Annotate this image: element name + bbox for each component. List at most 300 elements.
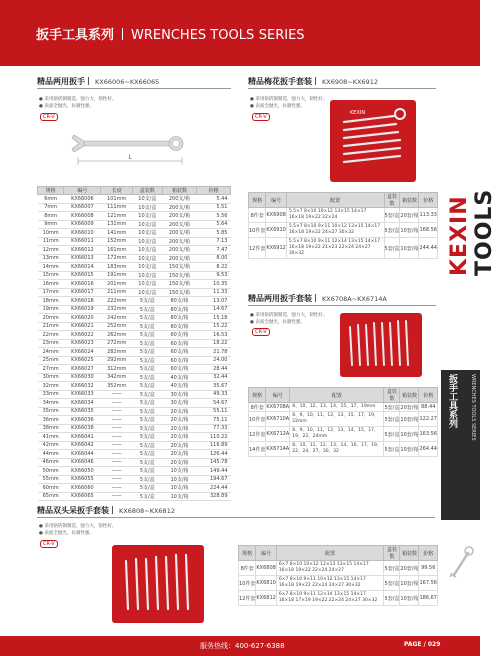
- table-cell: 8.22: [197, 263, 231, 272]
- table-header-cell: 箱装数: [400, 193, 419, 208]
- table-row: [38, 458, 231, 467]
- table-cell: ——: [101, 467, 133, 476]
- table-cell: 5支/盒: [133, 373, 163, 382]
- table-cell: 8、10、11、12、13、14、16、17、19、22、24、27、30、32: [290, 442, 384, 457]
- combination-wrench-set-image: [340, 313, 422, 377]
- table-cell: 16.53: [197, 331, 231, 340]
- table-cell: ——: [101, 407, 133, 416]
- table-cell: 7.47: [197, 246, 231, 255]
- crv-badge: CR-V: [252, 113, 270, 121]
- table-row: [38, 348, 231, 357]
- table-cell: KX66023: [64, 339, 101, 348]
- table-cell: ——: [101, 450, 133, 459]
- table-header-cell: 编号: [266, 388, 290, 403]
- table-cell: 10件套: [249, 223, 266, 238]
- feature-line: ● 采用铬钒钢制造，强力大，韧性好。: [250, 313, 328, 318]
- table-cell: 5支/盒: [133, 314, 163, 323]
- table-cell: 183mm: [101, 263, 133, 272]
- table-row: [38, 390, 231, 399]
- table-cell: 150支/箱: [162, 280, 197, 289]
- table-cell: 126.44: [197, 450, 231, 459]
- table-cell: 10套/箱: [400, 591, 419, 606]
- table-cell: 18.22: [197, 339, 231, 348]
- table-row: [38, 314, 231, 323]
- table-cell: 21mm: [38, 322, 64, 331]
- table-cell: 5支/盒: [133, 484, 163, 493]
- table-cell: 122.27: [419, 412, 438, 427]
- table-header-cell: 价格: [419, 546, 438, 561]
- table-cell: KX66034: [64, 399, 101, 408]
- table-cell: ——: [101, 390, 133, 399]
- table-cell: 33mm: [38, 390, 64, 399]
- table-cell: 20支/箱: [162, 450, 197, 459]
- table-cell: 13mm: [38, 254, 64, 263]
- table-cell: 5.85: [197, 229, 231, 238]
- table-cell: 191mm: [101, 271, 133, 280]
- title-divider: [122, 28, 123, 40]
- table-cell: 10支/盒: [133, 220, 163, 229]
- table-row: [38, 220, 231, 229]
- side-title-en: WRENCHES TOOLS SERIES: [470, 374, 476, 441]
- wrench-icon: [448, 545, 476, 579]
- table-cell: 186.67: [419, 591, 438, 606]
- table-cell: KX66055: [64, 475, 101, 484]
- table-cell: 15.22: [197, 322, 231, 331]
- table-cell: 10支/盒: [133, 263, 163, 272]
- table-header-cell: 盒装数: [384, 546, 400, 561]
- title-cn: 扳手工具系列: [36, 28, 115, 43]
- table-row: [38, 246, 231, 255]
- table-cell: 9.53: [197, 271, 231, 280]
- table-cell: KX66021: [64, 322, 101, 331]
- table-cell: 10.35: [197, 280, 231, 289]
- table-cell: 19mm: [38, 305, 64, 314]
- table-cell: 60支/箱: [162, 331, 197, 340]
- table-cell: 5支/盒: [133, 475, 163, 484]
- table-cell: 10支/箱: [162, 467, 197, 476]
- table-cell: 200支/箱: [162, 203, 197, 212]
- table-row: [38, 433, 231, 442]
- table-cell: KX66013: [64, 254, 101, 263]
- table-cell: 163.56: [419, 427, 438, 442]
- table-header-cell: 长度: [101, 187, 133, 195]
- table-cell: 5支/盒: [133, 433, 163, 442]
- table-row: [38, 229, 231, 238]
- table-cell: 5支/盒: [133, 305, 163, 314]
- table-cell: 224.44: [197, 484, 231, 493]
- table-cell: 292mm: [101, 356, 133, 365]
- table-cell: 10支/箱: [162, 484, 197, 493]
- table-cell: KX66017: [64, 288, 101, 297]
- table-cell: KX66010: [64, 229, 101, 238]
- table-cell: 12件套: [239, 591, 256, 606]
- table-cell: 8件套: [239, 561, 256, 576]
- table-cell: 200支/箱: [162, 246, 197, 255]
- table-cell: 10套/箱: [400, 238, 419, 259]
- table-cell: ——: [101, 475, 133, 484]
- combination-wrench-image: [70, 125, 190, 175]
- table-cell: 194.67: [197, 475, 231, 484]
- table-cell: 10mm: [38, 229, 64, 238]
- page-header: [0, 0, 480, 66]
- table-row: [38, 263, 231, 272]
- table-cell: 10支/盒: [133, 271, 163, 280]
- table-cell: 5.44: [197, 195, 231, 204]
- table-cell: 5套/盒: [384, 404, 400, 411]
- table-cell: 5.56: [197, 212, 231, 221]
- table-cell: KX6712A: [266, 427, 290, 442]
- table-cell: 80支/箱: [162, 322, 197, 331]
- table-cell: 8、9、10、11、12、13、15、17、19、22mm: [290, 412, 384, 427]
- table-cell: 49.33: [197, 390, 231, 399]
- table-cell: 5套/盒: [384, 238, 400, 259]
- table-header-cell: 编号: [64, 187, 101, 195]
- table-row: [249, 238, 438, 259]
- table-cell: 5套/盒: [384, 561, 400, 576]
- table-row: [38, 203, 231, 212]
- table-cell: 14.67: [197, 305, 231, 314]
- table-header-cell: 配置: [290, 388, 384, 403]
- page-title: [36, 24, 305, 43]
- table-cell: 80支/箱: [162, 314, 197, 323]
- table-cell: 200支/箱: [162, 237, 197, 246]
- table-row: [38, 254, 231, 263]
- table-cell: 5.5×7 8×10 9×11 12×14 13×15 14×17 16×18 19×22 21×23 22×24 24×27 30×32: [286, 238, 384, 259]
- table-cell: 6×7 8×10 9×11 12×14 13×15 14×17 16×18 17×19 19×22 22×24 24×27 30×32: [276, 591, 384, 606]
- logo-kexin: KEXIN: [447, 195, 472, 276]
- table-cell: 6×7 8×10 10×12 12×13 13×15 14×17 16×18 19×22 22×24 24×27: [276, 561, 384, 576]
- table-cell: 7.13: [197, 237, 231, 246]
- table-cell: ——: [101, 492, 133, 501]
- table-cell: KX6810: [256, 576, 276, 591]
- table-cell: 5支/盒: [133, 322, 163, 331]
- table-cell: 65mm: [38, 492, 64, 501]
- table-cell: KX6912: [266, 238, 286, 259]
- table-cell: KX66033: [64, 390, 101, 399]
- section1-features: [39, 96, 116, 110]
- table-cell: 55.11: [197, 407, 231, 416]
- table-cell: 20mm: [38, 314, 64, 323]
- ring-wrench-set-image: [330, 100, 416, 182]
- table-cell: 12件套: [249, 427, 266, 442]
- table-cell: 242mm: [101, 314, 133, 323]
- table-cell: 80支/箱: [162, 297, 197, 306]
- table-cell: 5支/盒: [133, 416, 163, 425]
- table-cell: 23mm: [38, 339, 64, 348]
- table-cell: KX66022: [64, 331, 101, 340]
- table-header-cell: 编号: [256, 546, 276, 561]
- table-cell: 200支/箱: [162, 195, 197, 204]
- table-cell: KX66019: [64, 305, 101, 314]
- table-cell: 27mm: [38, 365, 64, 374]
- section1-name: 精品两用扳手: [37, 77, 85, 86]
- table-cell: 60支/箱: [162, 356, 197, 365]
- table-cell: 77.33: [197, 424, 231, 433]
- table-cell: 35mm: [38, 407, 64, 416]
- table-cell: 20支/箱: [162, 407, 197, 416]
- section4-table: [238, 545, 438, 606]
- table-row: [249, 427, 438, 442]
- section3-rule: [248, 305, 436, 306]
- table-cell: 5套/盒: [384, 412, 400, 427]
- table-cell: 10件套: [239, 576, 256, 591]
- table-cell: 42mm: [38, 441, 64, 450]
- table-row: [249, 223, 438, 238]
- table-row: [38, 382, 231, 391]
- table-cell: 35.67: [197, 382, 231, 391]
- table-cell: 5套/盒: [384, 208, 400, 223]
- table-cell: 5.5×7 8×10 9×11 10×12 13×15 14×17 16×18 19×22 24×27 30×32: [286, 223, 384, 238]
- section4-title: [37, 505, 175, 516]
- table-header-cell: 价格: [197, 187, 231, 195]
- table-cell: 200支/箱: [162, 254, 197, 263]
- table-cell: 8、10、12、13、14、15、17、19mm: [290, 403, 384, 412]
- table-header-cell: 箱装数: [400, 546, 419, 561]
- table-cell: ——: [101, 416, 133, 425]
- table-row: [38, 305, 231, 314]
- table-row: [239, 576, 438, 591]
- table-cell: 6×7 8×10 9×11 10×12 13×15 14×17 16×18 19×22 22×24 24×27 30×32: [276, 576, 384, 591]
- table-cell: 12件套: [249, 238, 266, 259]
- table-header-cell: 配置: [286, 193, 384, 208]
- table-cell: ——: [101, 458, 133, 467]
- table-cell: KX66042: [64, 441, 101, 450]
- table-header-cell: 规格: [239, 546, 256, 561]
- table-cell: 244.44: [419, 238, 438, 259]
- table-row: [249, 208, 438, 223]
- feature-line: ● 表面全抛光，抗腐性强。: [39, 104, 94, 109]
- table-cell: 8.00: [197, 254, 231, 263]
- table-cell: KX66030: [64, 373, 101, 382]
- table-cell: 8、9、10、11、12、13、14、15、17、19、22、24mm: [290, 427, 384, 442]
- table-cell: KX6910: [266, 223, 286, 238]
- table-cell: KX66014: [64, 263, 101, 272]
- table-cell: 141mm: [101, 229, 133, 238]
- table-cell: 15mm: [38, 271, 64, 280]
- table-cell: 18mm: [38, 297, 64, 306]
- table-cell: KX66041: [64, 433, 101, 442]
- section2-code: KX6908~KX6912: [322, 78, 378, 86]
- table-cell: 5支/盒: [133, 458, 163, 467]
- table-row: [38, 407, 231, 416]
- table-row: [38, 484, 231, 493]
- table-cell: KX66050: [64, 467, 101, 476]
- table-cell: 312mm: [101, 365, 133, 374]
- table-cell: 222mm: [101, 297, 133, 306]
- table-cell: 152mm: [101, 237, 133, 246]
- table-cell: 20套/箱: [400, 208, 419, 223]
- table-cell: 10支/盒: [133, 288, 163, 297]
- brand-side-panel: [441, 370, 480, 520]
- table-cell: KX66035: [64, 407, 101, 416]
- svg-text:KEXIN: KEXIN: [350, 110, 366, 116]
- table-cell: 5套/盒: [384, 427, 400, 442]
- table-cell: KX66018: [64, 297, 101, 306]
- table-row: [38, 365, 231, 374]
- table-cell: 10支/盒: [133, 280, 163, 289]
- table-cell: 21.78: [197, 348, 231, 357]
- table-cell: 60支/箱: [162, 365, 197, 374]
- table-cell: 252mm: [101, 322, 133, 331]
- table-cell: 41mm: [38, 433, 64, 442]
- table-header-cell: 规格: [38, 187, 64, 195]
- table-row: [38, 280, 231, 289]
- table-cell: 5支/盒: [133, 399, 163, 408]
- table-cell: KX66007: [64, 203, 101, 212]
- table-cell: KX66011: [64, 237, 101, 246]
- table-row: [38, 399, 231, 408]
- table-cell: KX66044: [64, 450, 101, 459]
- table-cell: 60mm: [38, 484, 64, 493]
- feature-line: ● 表面全抛光，抗腐性强。: [39, 531, 94, 536]
- table-cell: KX66046: [64, 458, 101, 467]
- table-cell: 10支/盒: [133, 229, 163, 238]
- table-cell: 167.56: [419, 576, 438, 591]
- section1-title: [37, 76, 159, 87]
- table-cell: 10支/盒: [133, 212, 163, 221]
- table-cell: 200支/箱: [162, 220, 197, 229]
- table-cell: 55mm: [38, 475, 64, 484]
- crv-badge: CR-V: [40, 113, 58, 121]
- section4-code: KX6808~KX6812: [119, 507, 175, 515]
- table-cell: 262mm: [101, 331, 133, 340]
- table-cell: 211mm: [101, 288, 133, 297]
- table-cell: 201mm: [101, 280, 133, 289]
- table-cell: 111mm: [101, 203, 133, 212]
- table-cell: 34mm: [38, 399, 64, 408]
- crv-badge: CR-V: [40, 540, 58, 548]
- table-cell: KX66024: [64, 348, 101, 357]
- table-cell: KX6812: [256, 591, 276, 606]
- table-header-cell: 价格: [419, 193, 438, 208]
- table-cell: 60支/箱: [162, 339, 197, 348]
- section2-table: [248, 192, 438, 259]
- table-cell: 30支/箱: [162, 390, 197, 399]
- table-cell: 168.56: [419, 223, 438, 238]
- table-header-cell: 盒装数: [384, 193, 400, 208]
- section4-name: 精品双头呆扳手套装: [37, 506, 109, 515]
- table-cell: 60支/箱: [162, 348, 197, 357]
- table-row: [249, 412, 438, 427]
- table-cell: 232mm: [101, 305, 133, 314]
- table-cell: 12mm: [38, 246, 64, 255]
- table-cell: KX66008: [64, 212, 101, 221]
- table-cell: 342mm: [101, 373, 133, 382]
- table-row: [249, 403, 438, 412]
- feature-line: ● 表面全抛光，抗腐性强。: [250, 104, 305, 109]
- table-cell: 5套/盒: [384, 442, 400, 457]
- table-cell: 17mm: [38, 288, 64, 297]
- table-cell: 54.67: [197, 399, 231, 408]
- table-cell: KX66012: [64, 246, 101, 255]
- table-cell: 99.56: [419, 561, 438, 576]
- table-row: [38, 373, 231, 382]
- table-cell: 121mm: [101, 212, 133, 221]
- table-row: [38, 212, 231, 221]
- table-header-cell: 规格: [249, 388, 266, 403]
- table-header-cell: 配置: [276, 546, 384, 561]
- section1-table: [37, 186, 231, 501]
- table-cell: 20套/箱: [400, 561, 419, 576]
- table-cell: KX6708A: [266, 404, 290, 410]
- table-cell: 30支/箱: [162, 399, 197, 408]
- table-cell: 5支/盒: [133, 441, 163, 450]
- table-cell: 20支/箱: [162, 441, 197, 450]
- crv-badge: CR-V: [252, 328, 270, 336]
- table-row: [249, 442, 438, 457]
- section3-features: [250, 312, 327, 326]
- table-row: [38, 492, 231, 501]
- table-cell: 10支/盒: [133, 195, 163, 204]
- table-cell: 16mm: [38, 280, 64, 289]
- table-cell: 5支/盒: [133, 297, 163, 306]
- table-cell: 10支/盒: [133, 203, 163, 212]
- table-cell: ——: [101, 399, 133, 408]
- table-cell: 150支/箱: [162, 288, 197, 297]
- section4-features: [39, 523, 116, 537]
- title-series: SERIES: [258, 28, 305, 43]
- footer: [0, 636, 480, 656]
- table-cell: KX66065: [64, 492, 101, 501]
- table-cell: 11mm: [38, 237, 64, 246]
- table-cell: 113.33: [419, 208, 438, 223]
- table-row: [38, 356, 231, 365]
- service-hotline: 服务热线：400-627-6388: [200, 642, 285, 650]
- table-header-cell: 箱装数: [162, 187, 197, 195]
- table-cell: 5支/盒: [133, 331, 163, 340]
- section4-rule: [37, 517, 435, 518]
- table-cell: 88.44: [419, 403, 438, 412]
- table-cell: 10套/箱: [400, 223, 419, 238]
- table-cell: 10套/箱: [400, 442, 419, 457]
- table-cell: 150支/箱: [162, 271, 197, 280]
- table-cell: 5.64: [197, 220, 231, 229]
- table-cell: 145.78: [197, 458, 231, 467]
- title-en: WRENCHES TOOLS: [131, 28, 255, 43]
- table-cell: 9mm: [38, 220, 64, 229]
- table-cell: 149.44: [197, 467, 231, 476]
- table-cell: 10支/盒: [133, 246, 163, 255]
- table-cell: 50mm: [38, 467, 64, 476]
- table-row: [38, 475, 231, 484]
- table-cell: 8mm: [38, 212, 64, 221]
- kexin-tools-logo: [447, 126, 497, 276]
- table-cell: 352mm: [101, 382, 133, 391]
- table-cell: KX66020: [64, 314, 101, 323]
- table-cell: 5套/盒: [384, 223, 400, 238]
- table-cell: 44mm: [38, 450, 64, 459]
- table-cell: 328.89: [197, 492, 231, 501]
- table-cell: KX6714A: [266, 442, 290, 457]
- table-cell: 40支/箱: [162, 373, 197, 382]
- table-cell: 24mm: [38, 348, 64, 357]
- table-cell: 22mm: [38, 331, 64, 340]
- table-row: [38, 322, 231, 331]
- side-title-cn: 扳手工具系列: [447, 374, 457, 428]
- table-row: [38, 467, 231, 476]
- section3-code: KX6708A~KX6714A: [322, 295, 387, 303]
- table-row: [38, 450, 231, 459]
- table-cell: 5支/盒: [133, 382, 163, 391]
- table-cell: 38mm: [38, 424, 64, 433]
- table-cell: 10套/箱: [400, 576, 419, 591]
- table-cell: 5支/盒: [133, 407, 163, 416]
- table-cell: 10件套: [249, 412, 266, 427]
- table-cell: ——: [101, 433, 133, 442]
- table-cell: KX66015: [64, 271, 101, 280]
- table-row: [38, 297, 231, 306]
- table-row: [38, 416, 231, 425]
